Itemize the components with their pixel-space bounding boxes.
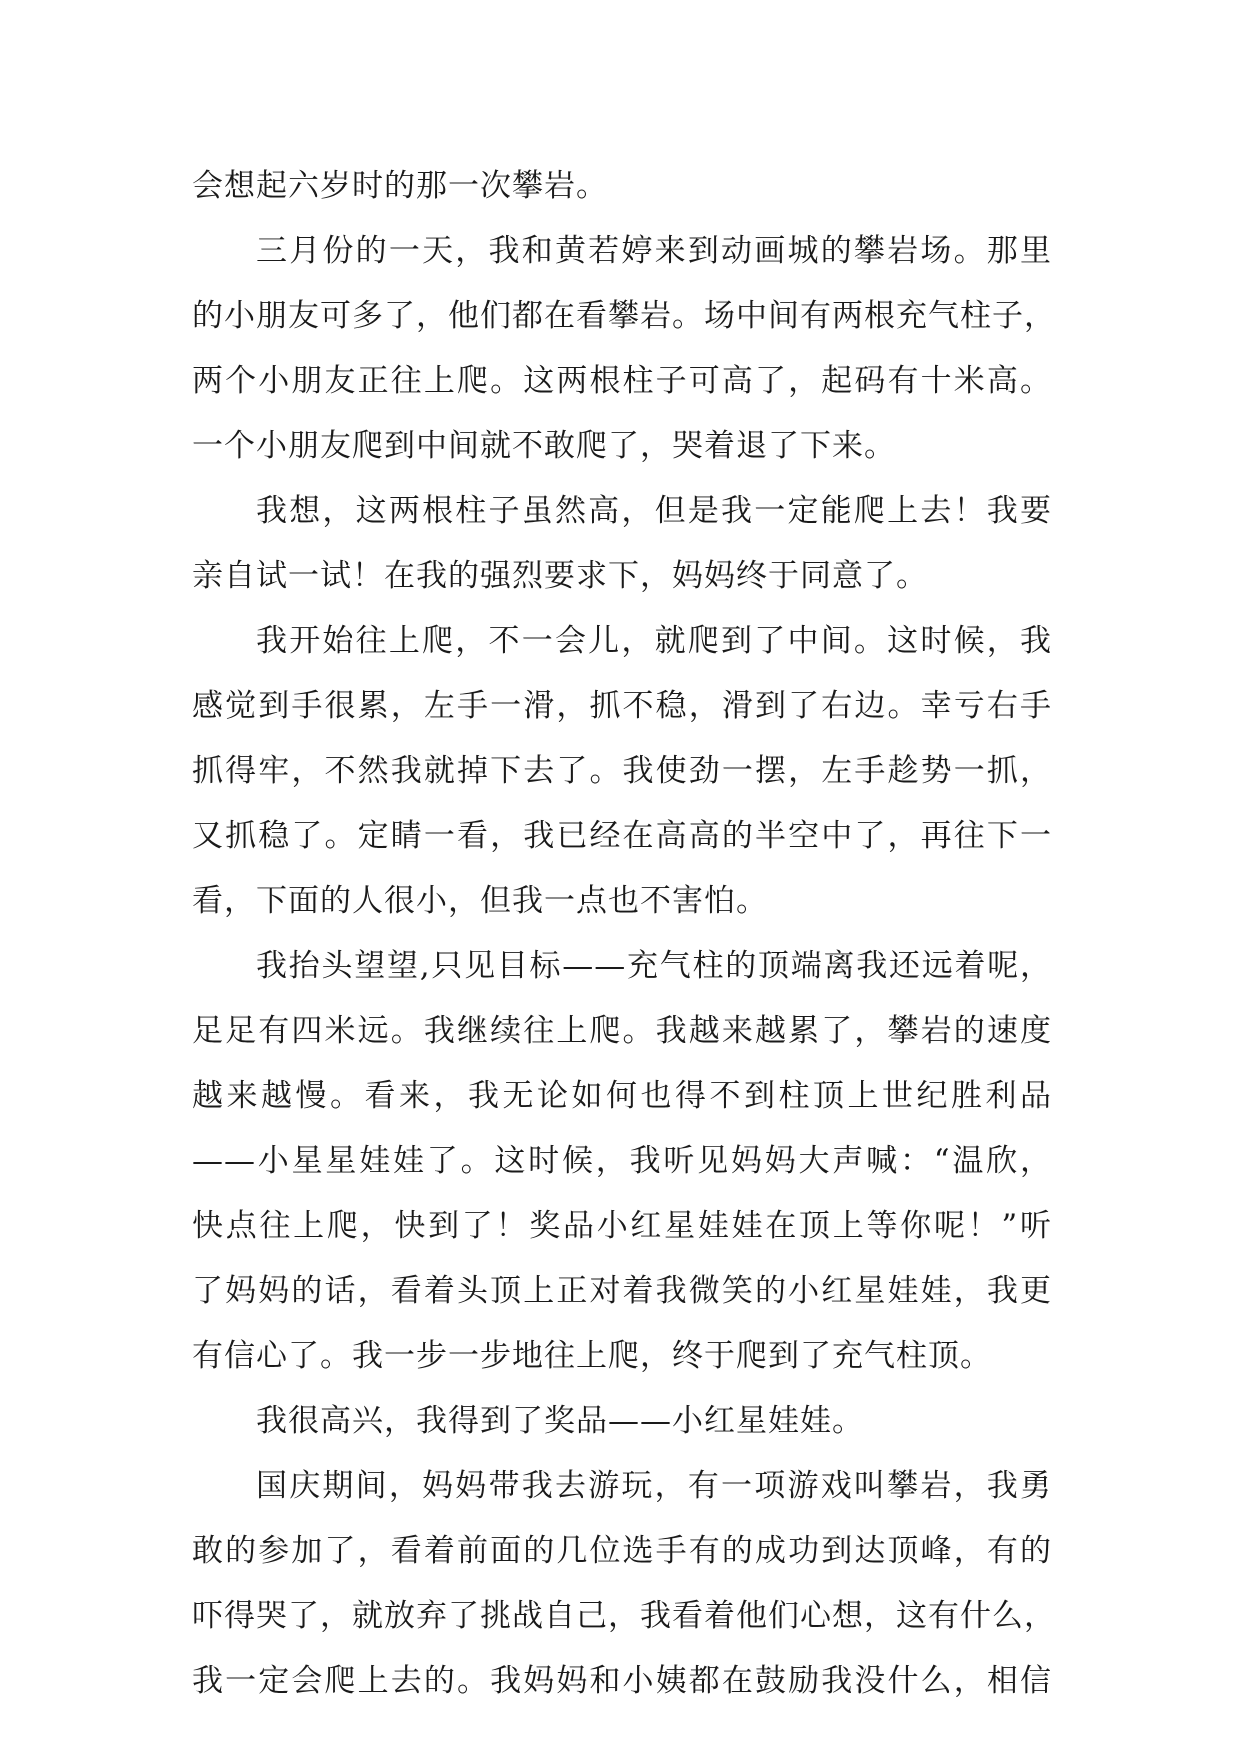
text-line: 我很高兴，我得到了奖品——小红星娃娃。 (256, 1403, 864, 1439)
text-line: 的小朋友可多了，他们都在看攀岩。场中间有两根充气柱子， (192, 298, 1056, 334)
text-line: 了妈妈的话，看着头顶上正对着我微笑的小红星娃娃，我更 (192, 1273, 1052, 1309)
text-line: ——小星星娃娃了。这时候，我听见妈妈大声喊：“温欣， (192, 1143, 1052, 1179)
text-line: 抓得牢，不然我就掉下去了。我使劲一摆，左手趁势一抓， (192, 753, 1052, 789)
text-line: 越来越慢。看来，我无论如何也得不到柱顶上世纪胜利品 (192, 1078, 1052, 1114)
paragraph (192, 1454, 1056, 1714)
paragraph (192, 479, 1052, 609)
paragraph (192, 219, 1056, 479)
text-line: 一个小朋友爬到中间就不敢爬了，哭着退了下来。 (192, 428, 896, 464)
paragraph (192, 1389, 1052, 1454)
text-line: 亲自试一试！在我的强烈要求下，妈妈终于同意了。 (192, 558, 928, 594)
text-line: 快点往上爬，快到了！奖品小红星娃娃在顶上等你呢！”听 (192, 1208, 1052, 1244)
text-line: 有信心了。我一步一步地往上爬，终于爬到了充气柱顶。 (192, 1338, 992, 1374)
text-line: 我抬头望望,只见目标——充气柱的顶端离我还远着呢， (256, 948, 1052, 984)
text-line: 敢的参加了，看着前面的几位选手有的成功到达顶峰，有的 (192, 1533, 1052, 1569)
text-line: 看，下面的人很小，但我一点也不害怕。 (192, 883, 768, 919)
text-line: 又抓稳了。定睛一看，我已经在高高的半空中了，再往下一 (192, 818, 1052, 854)
paragraph (192, 609, 1052, 934)
text-line: 我开始往上爬，不一会儿，就爬到了中间。这时候，我 (256, 623, 1052, 659)
text-line: 吓得哭了，就放弃了挑战自己，我看着他们心想，这有什么， (192, 1598, 1056, 1634)
text-line: 会想起六岁时的那一次攀岩。 (192, 168, 608, 204)
text-line: 我想，这两根柱子虽然高，但是我一定能爬上去！我要 (256, 493, 1052, 529)
text-line: 两个小朋友正往上爬。这两根柱子可高了，起码有十米高。 (192, 363, 1052, 399)
paragraph (192, 154, 1052, 219)
text-line: 三月份的一天，我和黄若婷来到动画城的攀岩场。那里 (256, 233, 1052, 269)
document-body (192, 154, 1056, 1714)
text-line: 国庆期间，妈妈带我去游玩，有一项游戏叫攀岩，我勇 (256, 1468, 1052, 1504)
text-line: 足足有四米远。我继续往上爬。我越来越累了，攀岩的速度 (192, 1013, 1052, 1049)
paragraph (192, 934, 1052, 1389)
text-line: 感觉到手很累，左手一滑，抓不稳，滑到了右边。幸亏右手 (192, 688, 1052, 724)
text-line: 我一定会爬上去的。我妈妈和小姨都在鼓励我没什么，相信 (192, 1663, 1052, 1699)
